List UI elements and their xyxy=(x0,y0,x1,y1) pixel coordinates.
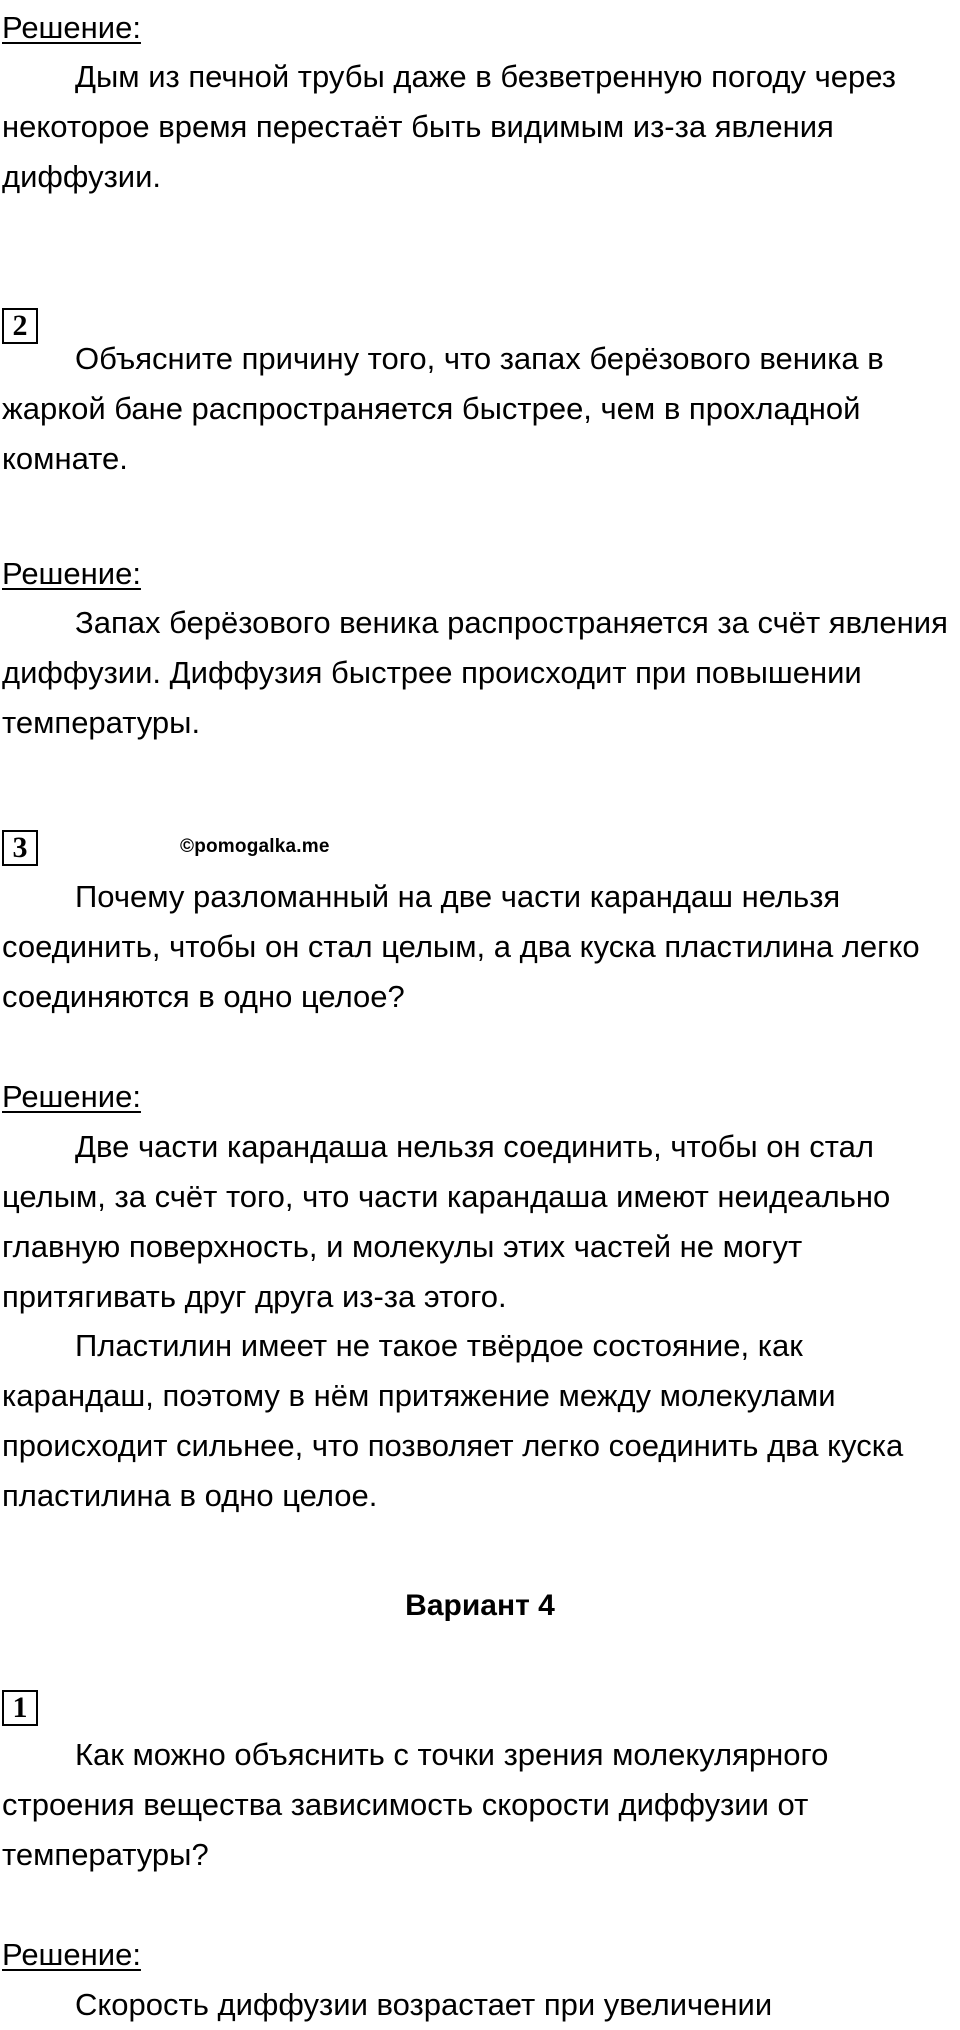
task-number: 3 xyxy=(12,831,28,864)
solution-heading: Решение: xyxy=(2,1079,141,1114)
task-number: 2 xyxy=(12,309,28,342)
solution-text: Запах берёзового веника распространяется за счёт явления диффузии. Диффузия быстрее происходит при повышении температуры. xyxy=(2,605,948,740)
solution-heading: Решение: xyxy=(2,10,141,45)
task-question: Как можно объяснить с точки зрения молекулярного строения вещества зависимость скорости диффузии от температуры? xyxy=(2,1737,829,1872)
task-number-box xyxy=(2,1690,38,1726)
solution-text: Скорость диффузии возрастает при увеличении xyxy=(75,1987,773,2022)
task-question: Почему разломанный на две части карандаш нельзя соединить, чтобы он стал целым, а два куска пластилина легко соединяются в одно целое? xyxy=(2,879,920,1014)
solution-text: Дым из печной трубы даже в безветренную погоду через некоторое время перестаёт быть видимым из-за явления диффузии. xyxy=(2,59,896,194)
task-number-box xyxy=(2,830,38,866)
solution-heading: Решение: xyxy=(2,1937,141,1972)
task-question: Объясните причину того, что запах берёзового веника в жаркой бане распространяется быстрее, чем в прохладной комнате. xyxy=(2,341,884,476)
watermark: ©pomogalka.me xyxy=(180,836,330,857)
variant-title: Вариант 4 xyxy=(405,1589,555,1622)
solution-heading: Решение: xyxy=(2,556,141,591)
solution-text: Две части карандаша нельзя соединить, чтобы он стал целым, за счёт того, что части карандаша имеют неидеально главную поверхность, и молекулы этих частей не могут притягивать друг друга из-за этого. xyxy=(2,1129,891,1314)
solution-text: Пластилин имеет не такое твёрдое состояние, как карандаш, поэтому в нём притяжение между молекулами происходит сильнее, что позволяет легко соединить два куска пластилина в одно целое. xyxy=(2,1328,904,1513)
task-number: 1 xyxy=(12,1691,28,1724)
